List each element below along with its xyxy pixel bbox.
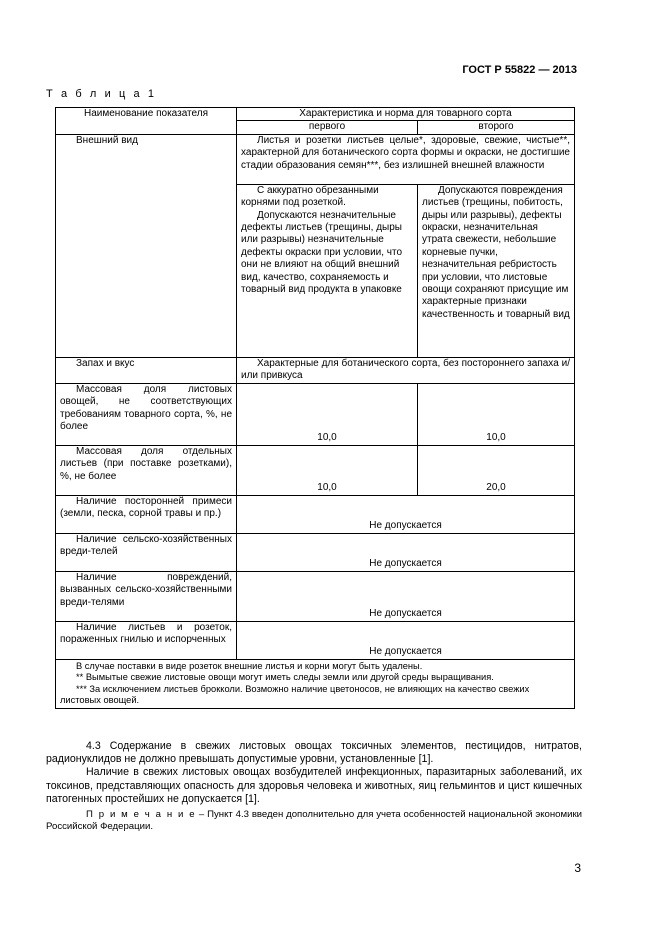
note-text: – Пункт 4.3 введен дополнительно для учета особенностей национальной экономики Российской Федерации. <box>46 809 582 832</box>
table-caption: Т а б л и ц а 1 <box>46 88 157 100</box>
header-second-grade: второго <box>418 121 575 134</box>
requirements-table <box>55 107 575 709</box>
footnote-3: *** За исключением листьев брокколи. Возможно наличие цветоносов, не влияющих на качество свежих листовых овощей. <box>60 683 530 706</box>
damage-value: Не допускается <box>237 571 575 621</box>
row-name-mass-leaf: Массовая доля листовых овощей, не соответствующих требованиям товарного сорта, %, не более <box>56 383 237 445</box>
note-label: П р и м е ч а н и е <box>86 809 197 820</box>
body-text <box>46 740 582 806</box>
header-indicator-name: Наименование показателя <box>56 108 237 135</box>
row-name-pests: Наличие сельско-хозяйственных вреди-телей <box>56 533 237 571</box>
table-footnotes-row <box>56 659 575 709</box>
impurity-value: Не допускается <box>237 495 575 533</box>
table-footnotes <box>56 659 575 709</box>
table-row <box>56 357 575 383</box>
header-grade-group: Характеристика и норма для товарного сорта <box>237 108 575 121</box>
footnote-2: ** Вымытые свежие листовые овощи могут иметь следы земли или другой среды выращивания. <box>76 672 494 683</box>
table-row <box>56 533 575 571</box>
smell-value: Характерные для ботанического сорта, без постороннего запаха и/или привкуса <box>237 357 575 383</box>
appearance-first-p2: Допускаются незначительные дефекты листьев (трещины, дыры или разрывы) незначительные дефекты окраски при условии, что они не влияют на общий внешний вид, качество, сохраняемость и товарный вид продукта в упаковке <box>241 209 403 296</box>
mass-leaf-second: 10,0 <box>418 383 575 445</box>
appearance-first-grade <box>237 184 418 357</box>
table-row <box>56 571 575 621</box>
appearance-second-grade: Допускаются повреждения листьев (трещины, побитость, дыры или разрывы), дефекты окраски, незначительная утрата свежести, небольшие корневые пучки, незначительная ребристость при условии, что листовые овощи сохраняют присущие им характерные признаки качественность и товарный вид <box>418 184 575 357</box>
note <box>46 809 582 833</box>
header-first-grade: первого <box>237 121 418 134</box>
row-name-smell: Запах и вкус <box>56 357 237 383</box>
row-name-rot: Наличие листьев и розеток, пораженных гнилью и испорченных <box>56 621 237 659</box>
mass-single-second: 20,0 <box>418 445 575 495</box>
table-row <box>56 383 575 445</box>
footnote-1: В случае поставки в виде розеток внешние листья и корни могут быть удалены. <box>76 660 423 671</box>
standard-number: ГОСТ Р 55822 — 2013 <box>462 64 577 76</box>
appearance-first-p1: С аккуратно обрезанными корнями под розеткой. <box>241 184 379 209</box>
row-name-damage: Наличие повреждений, вызванных сельско-хозяйственными вреди-телями <box>56 571 237 621</box>
table-row <box>56 495 575 533</box>
pests-value: Не допускается <box>237 533 575 571</box>
paragraph-4-3: 4.3 Содержание в свежих листовых овощах токсичных элементов, пестицидов, нитратов, радионуклидов не должно превышать допустимые уровни, установленные [1]. <box>46 740 582 766</box>
table-row <box>56 134 575 184</box>
paragraph-pathogens: Наличие в свежих листовых овощах возбудителей инфекционных, паразитарных заболеваний, их токсинов, представляющих опасность для здоровья человека и животных, яиц гельминтов и цист кишечных патогенных простейших не допускается [1]. <box>46 766 582 805</box>
table-row <box>56 445 575 495</box>
mass-leaf-first: 10,0 <box>237 383 418 445</box>
table-row <box>56 621 575 659</box>
row-name-appearance: Внешний вид <box>56 134 237 357</box>
row-name-impurity: Наличие посторонней примеси (земли, песка, сорной травы и пр.) <box>56 495 237 533</box>
rot-value: Не допускается <box>237 621 575 659</box>
row-name-mass-single: Массовая доля отдельных листьев (при поставке розетками), %, не более <box>56 445 237 495</box>
mass-single-first: 10,0 <box>237 445 418 495</box>
table-header-row <box>56 108 575 121</box>
page-number: 3 <box>574 861 581 875</box>
appearance-common-value: Листья и розетки листьев целые*, здоровые, свежие, чистые**, характерной для ботанического сорта формы и окраски, не достигшие стадии образования семян***, без излишней внешней влажности <box>237 134 575 184</box>
